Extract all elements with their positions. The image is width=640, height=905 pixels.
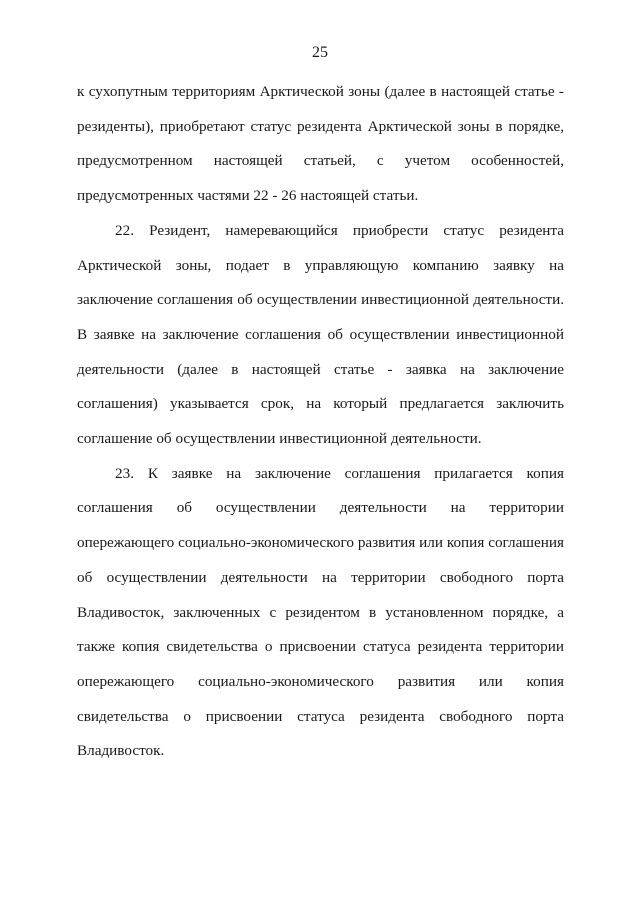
paragraph-22: 22. Резидент, намеревающийся приобрести статус резидента Арктической зоны, подает в управляющую компанию заявку на заключение соглашения об осуществлении инвестиционной деятельности. В заявке на заключение соглашения об осуществлении инвестиционной деятельности (далее в настоящей статье - заявка на заключение соглашения) указывается срок, на который предлагается заключить соглашение об осуществлении инвестиционной деятельности. xyxy=(77,221,564,448)
page-number: 25 xyxy=(312,44,328,61)
paragraph-continuation: к сухопутным территориям Арктической зоны (далее в настоящей статье - резиденты), приобретают статус резидента Арктической зоны в порядке, предусмотренном настоящей статьей, с учетом особенностей, предусмотренных частями 22 - 26 настоящей статьи. xyxy=(77,83,564,205)
body-text xyxy=(77,75,564,769)
paragraph-23: 23. К заявке на заключение соглашения прилагается копия соглашения об осуществлении деятельности на территории опережающего социально-экономического развития или копия соглашения об осуществлении деятельности на территории свободного порта Владивосток, заключенных с резидентом в установленном порядке, а также копия свидетельства о присвоении статуса резидента территории опережающего социально-экономического развития или копия свидетельства о присвоении статуса резидента свободного порта Владивосток. xyxy=(77,464,564,760)
